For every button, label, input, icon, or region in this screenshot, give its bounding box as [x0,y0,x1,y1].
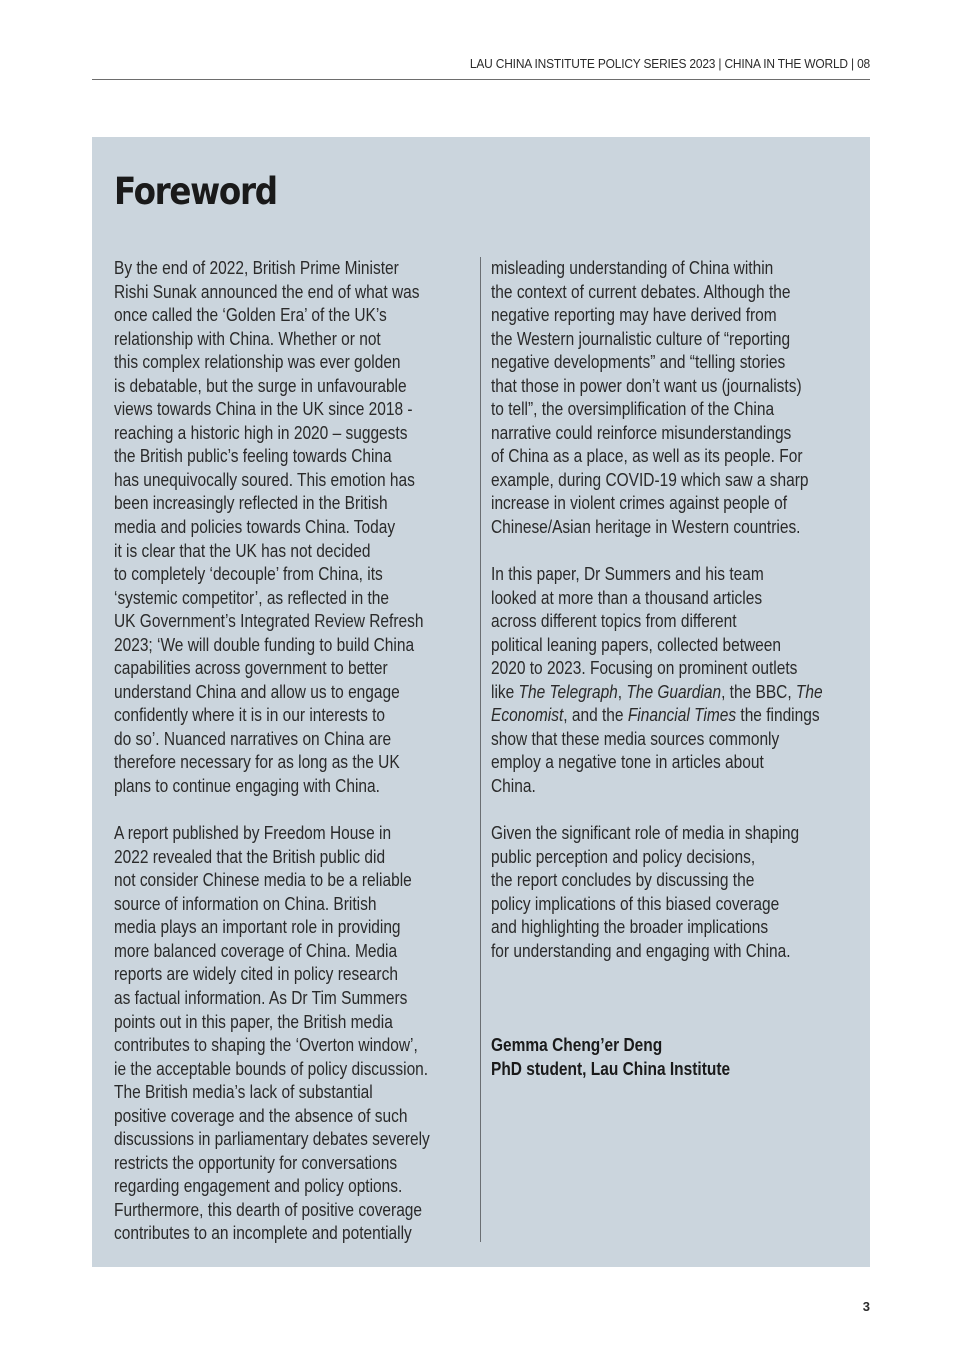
text-line: The British media’s lack of substantial [114,1082,373,1103]
text-line: show that these media sources commonly [491,728,780,749]
header-divider [92,79,870,80]
paragraph-gap [114,799,494,823]
text-line: as factual information. As Dr Tim Summers [114,987,408,1008]
text-line: to completely ‘decouple’ from China, its [114,564,383,585]
text-run: like [491,681,519,702]
text-line: political leaning papers, collected between [491,634,782,655]
text-run: the findings [736,705,820,726]
text-line: for understanding and engaging with China. [491,940,791,961]
text-line: Given the significant role of media in shaping [491,823,800,844]
text-line: confidently where it is in our interests to [114,705,386,726]
text-line: Chinese/Asian heritage in Western countries. [491,517,801,538]
page-number: 3 [862,1299,870,1314]
text-line: media plays an important role in providing [114,917,401,938]
text-line: the context of current debates. Although the [491,281,791,302]
paragraph-gap [491,987,871,1011]
text-line: 2020 to 2023. Focusing on prominent outlets [491,658,798,679]
paragraph-gap [491,540,871,564]
text-run: , the BBC, [721,681,796,702]
text-line: to tell”, the oversimplification of the China [491,399,775,420]
text-line: it is clear that the UK has not decided [114,540,371,561]
text-line: been increasingly reflected in the British [114,493,388,514]
paragraph [491,563,871,798]
text-line: China. [491,776,536,797]
signature-block [491,1034,871,1081]
author-role: PhD student, Lau China Institute [491,1058,731,1079]
paragraph-gap [491,799,871,823]
text-line: positive coverage and the absence of such [114,1105,408,1126]
text-line: policy implications of this biased coverage [491,893,780,914]
text-line: UK Government’s Integrated Review Refresh [114,611,424,632]
text-line: plans to continue engaging with China. [114,776,380,797]
paragraph [114,822,494,1246]
text-line: negative reporting may have derived from [491,305,777,326]
running-header: LAU CHINA INSTITUTE POLICY SERIES 2023 | CHINA IN THE WORLD | 08 [469,56,870,71]
text-line: narrative could reinforce misunderstandings [491,422,792,443]
text-line: views towards China in the UK since 2018 - [114,399,413,420]
page-title: Foreword [114,170,277,213]
publication-title: The Guardian [626,681,722,702]
text-line: looked at more than a thousand articles [491,587,763,608]
text-line: of China as a place, as well as its people. For [491,446,803,467]
text-line: capabilities across government to better [114,658,388,679]
publication-title: Financial Times [627,705,737,726]
text-line: this complex relationship was ever golden [114,352,401,373]
text-line: A report published by Freedom House in [114,823,392,844]
text-line: public perception and policy decisions, [491,846,756,867]
text-line: do so’. Nuanced narratives on China are [114,728,392,749]
text-line: increase in violent crimes against people of [491,493,788,514]
text-line: Rishi Sunak announced the end of what was [114,281,420,302]
text-line: contributes to shaping the ‘Overton window’, [114,1035,418,1056]
author-name: Gemma Cheng’er Deng [491,1035,663,1056]
publication-title: The Telegraph [518,681,618,702]
text-line: has unequivocally soured. This emotion has [114,469,415,490]
text-line: once called the ‘Golden Era’ of the UK’s [114,305,387,326]
text-line: 2023; ‘We will double funding to build China [114,634,415,655]
text-line: source of information on China. British [114,893,377,914]
paragraph [491,822,871,963]
text-line: negative developments” and “telling stories [491,352,786,373]
publication-title: The [795,681,823,702]
text-line: media and policies towards China. Today [114,517,396,538]
text-line: the British public’s feeling towards China [114,446,392,467]
text-line: employ a negative tone in articles about [491,752,764,773]
text-line: more balanced coverage of China. Media [114,940,398,961]
text-line: therefore necessary for as long as the UK [114,752,400,773]
publication-title: Economist [491,705,564,726]
text-line: misleading understanding of China within [491,258,774,278]
text-line: ‘systemic competitor’, as reflected in the [114,587,390,608]
text-line: is debatable, but the surge in unfavourable [114,375,407,396]
text-line: regarding engagement and policy options. [114,1176,403,1197]
text-line: the Western journalistic culture of “reporting [491,328,791,349]
text-line: example, during COVID-19 which saw a sharp [491,469,809,490]
text-line [491,704,818,728]
text-line: not consider Chinese media to be a reliable [114,870,412,891]
paragraph [491,257,871,540]
text-line [491,681,823,705]
text-line: relationship with China. Whether or not [114,328,381,349]
left-column [114,257,494,1246]
text-line: In this paper, Dr Summers and his team [491,564,764,585]
paragraph-gap [491,1011,871,1035]
text-line: Furthermore, this dearth of positive coverage [114,1199,423,1220]
text-line: restricts the opportunity for conversations [114,1152,398,1173]
text-line: and highlighting the broader implications [491,917,769,938]
text-line: reaching a historic high in 2020 – suggests [114,422,408,443]
text-line: contributes to an incomplete and potentially [114,1223,412,1244]
text-line: understand China and allow us to engage [114,681,400,702]
right-column [491,257,871,1081]
paragraph [114,257,494,799]
text-line: ie the acceptable bounds of policy discussion. [114,1058,429,1079]
text-line: that those in power don’t want us (journalists) [491,375,802,396]
text-run: , and the [563,705,628,726]
paragraph-gap [491,963,871,987]
text-line: By the end of 2022, British Prime Minister [114,258,399,278]
text-line: 2022 revealed that the British public did [114,846,386,867]
text-line: reports are widely cited in policy research [114,964,398,985]
text-line: discussions in parliamentary debates severely [114,1129,430,1150]
text-line: points out in this paper, the British media [114,1011,393,1032]
text-line: across different topics from different [491,611,737,632]
text-line: the report concludes by discussing the [491,870,755,891]
text-run: , [617,681,627,702]
